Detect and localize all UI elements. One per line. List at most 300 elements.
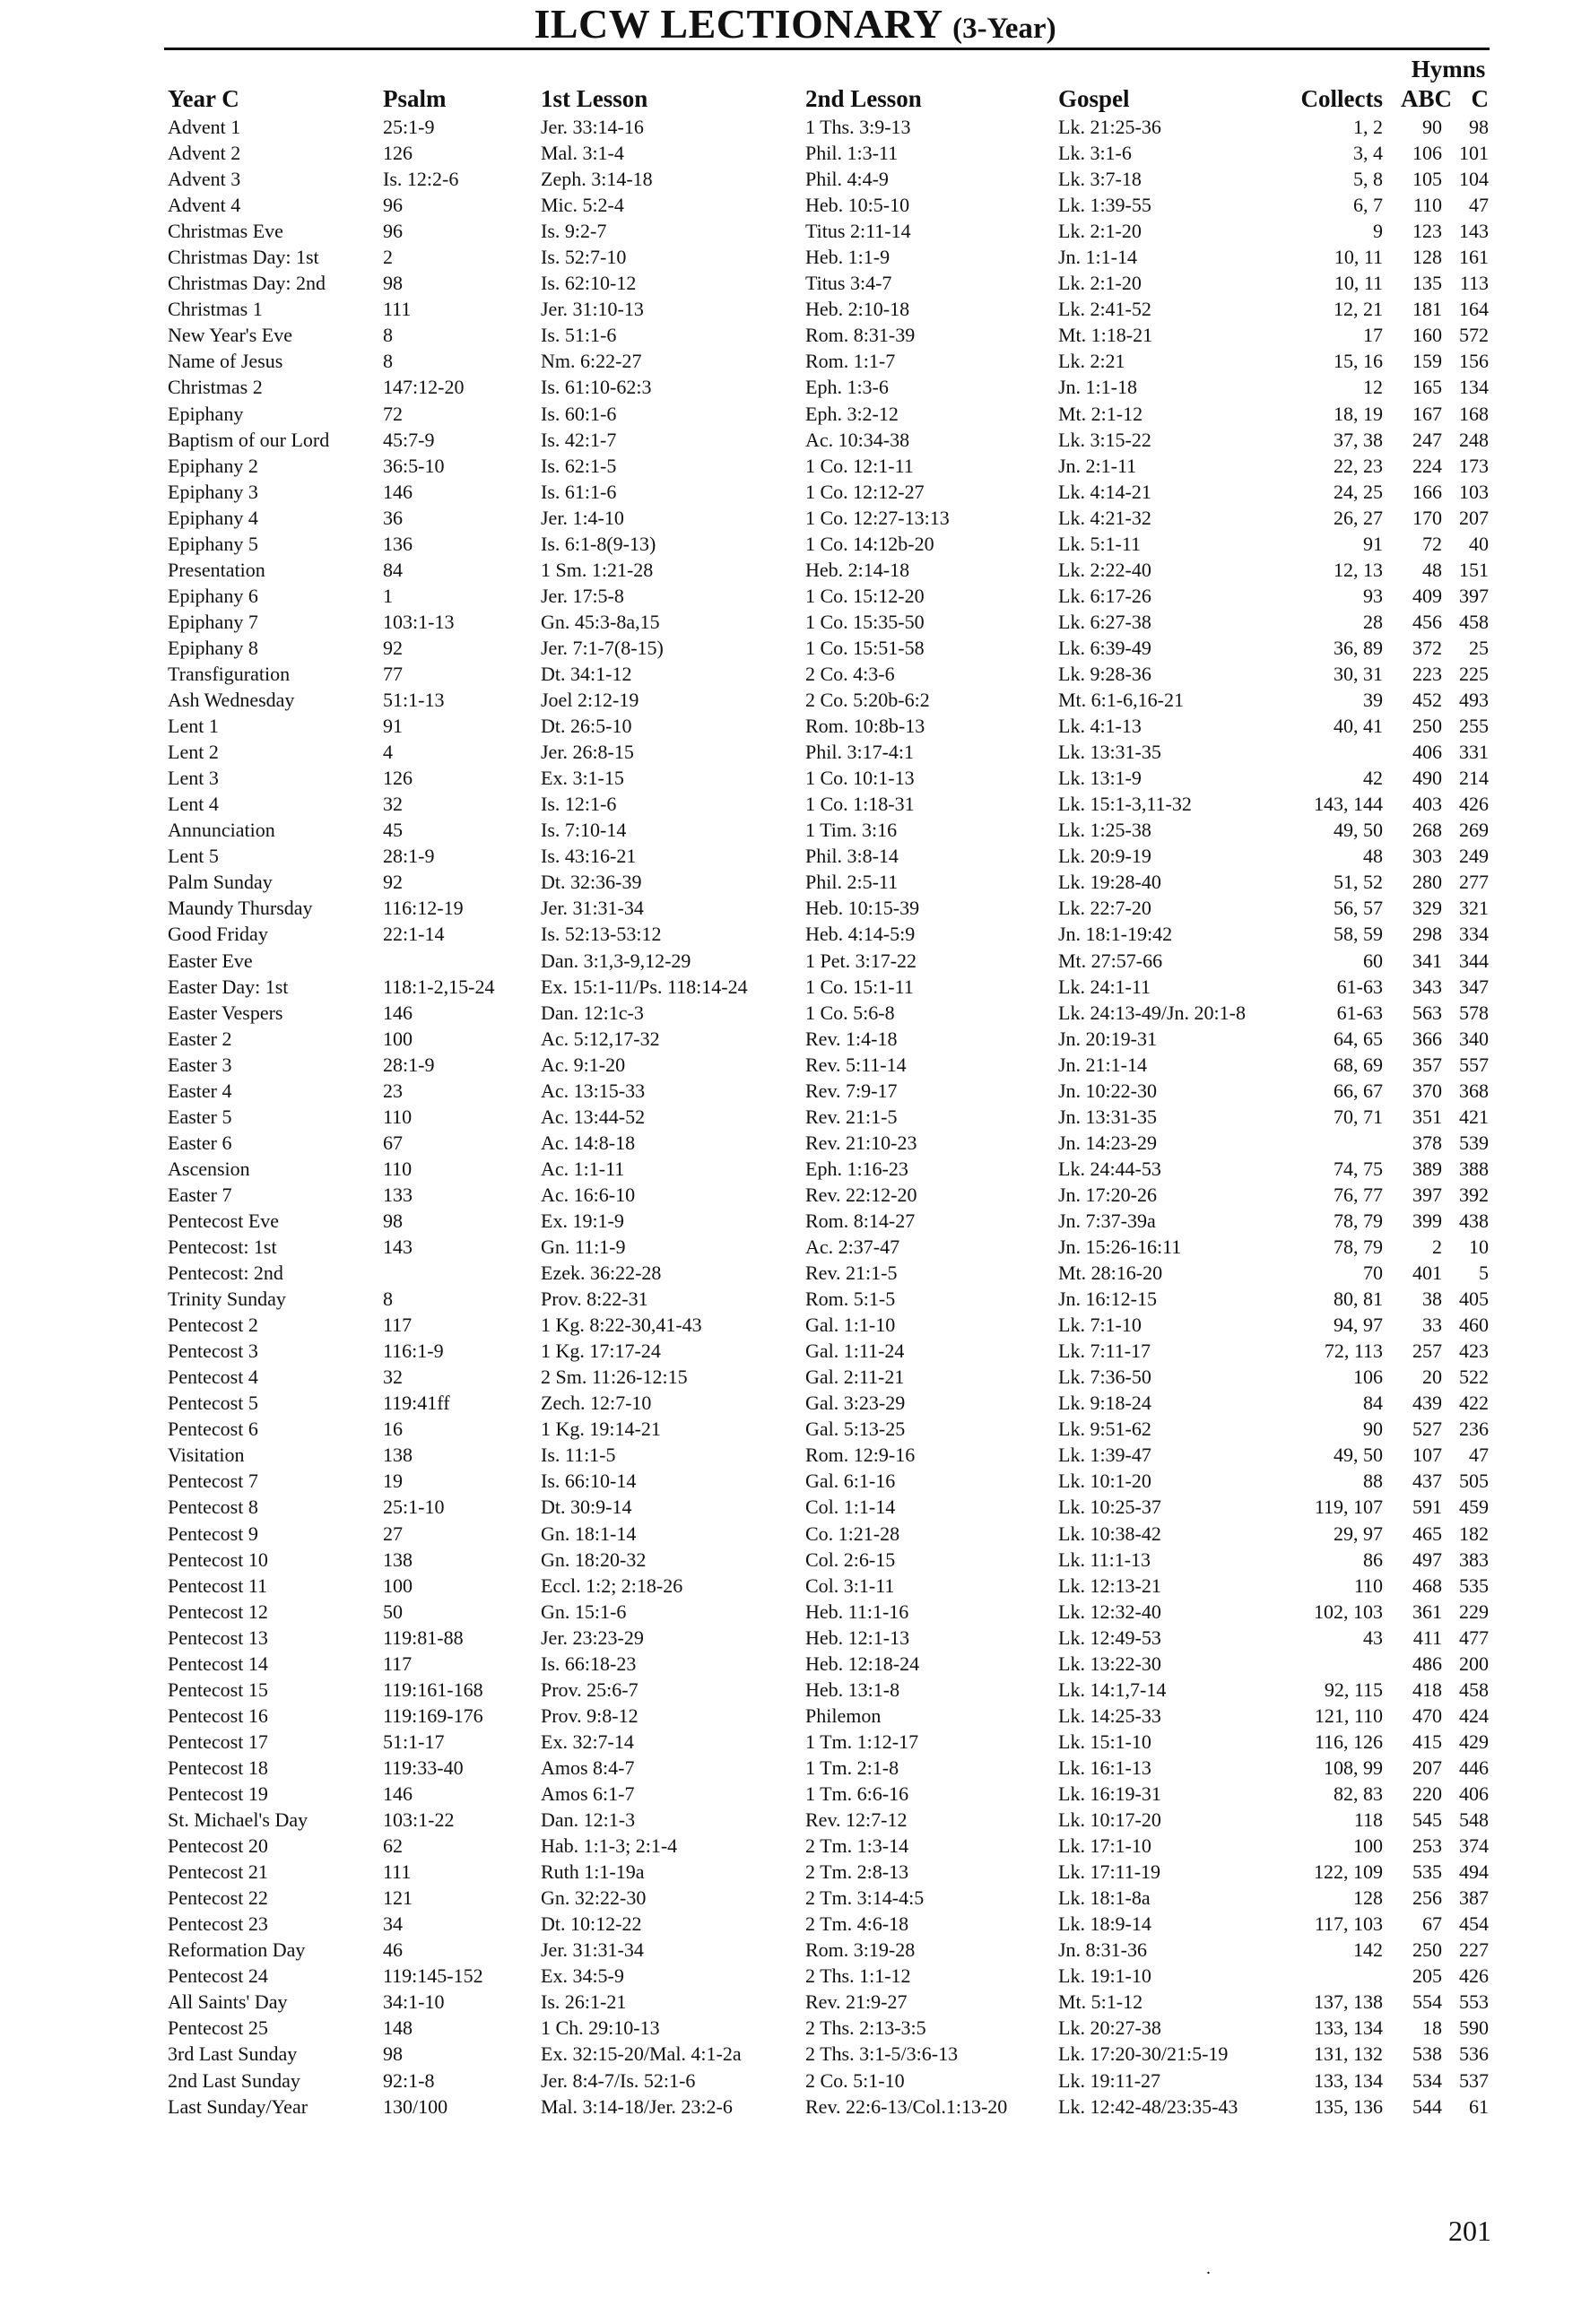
hymn-c-cell: 429 <box>1459 1730 1489 1753</box>
lesson1-cell: Ac. 9:1-20 <box>541 1053 626 1076</box>
day-cell: Christmas 2 <box>168 376 263 399</box>
collects-cell: 40, 41 <box>1334 715 1383 738</box>
table-row <box>0 2041 1590 2067</box>
gospel-cell: Lk. 9:28-36 <box>1058 662 1151 685</box>
collects-cell: 117, 103 <box>1314 1912 1383 1936</box>
lesson2-cell: Rev. 21:1-5 <box>805 1262 898 1285</box>
collects-cell: 128 <box>1353 1886 1383 1910</box>
psalm-cell: 98 <box>383 2042 403 2066</box>
gospel-cell: Lk. 3:1-6 <box>1058 142 1132 165</box>
gospel-cell: Lk. 17:20-30/21:5-19 <box>1058 2042 1229 2066</box>
gospel-cell: Lk. 10:38-42 <box>1058 1522 1161 1545</box>
gospel-cell: Lk. 17:11-19 <box>1058 1860 1161 1884</box>
lesson1-cell: Is. 60:1-6 <box>541 402 617 425</box>
table-row <box>0 869 1590 895</box>
lesson1-cell: Jer. 33:14-16 <box>541 116 644 138</box>
hymn-c-cell: 539 <box>1459 1131 1489 1154</box>
day-cell: Epiphany 6 <box>168 584 258 607</box>
day-cell: Pentecost: 2nd <box>168 1262 283 1285</box>
table-row <box>0 427 1590 453</box>
lesson1-cell: Is. 62:10-12 <box>541 272 637 295</box>
day-cell: Annunciation <box>168 819 275 842</box>
hymn-c-cell: 522 <box>1459 1366 1489 1389</box>
table-row <box>0 583 1590 609</box>
psalm-cell: 28:1-9 <box>383 845 435 868</box>
table-row <box>0 531 1590 557</box>
lesson1-cell: Is. 7:10-14 <box>541 819 627 842</box>
psalm-cell: 119:169-176 <box>383 1704 483 1727</box>
lesson2-cell: 2 Co. 5:20b-6:2 <box>805 689 930 712</box>
lesson1-cell: 1 Ch. 29:10-13 <box>541 2016 660 2040</box>
collects-cell: 28 <box>1363 610 1383 633</box>
lesson2-cell: Rom. 8:31-39 <box>805 324 916 347</box>
gospel-cell: Lk. 16:19-31 <box>1058 1782 1161 1805</box>
collects-cell: 12 <box>1363 376 1383 399</box>
lesson1-cell: Is. 11:1-5 <box>541 1444 616 1467</box>
gospel-cell: Lk. 12:32-40 <box>1058 1600 1161 1623</box>
table-row <box>0 1286 1590 1312</box>
day-cell: Easter 6 <box>168 1131 232 1154</box>
lesson2-cell: 1 Tm. 6:6-16 <box>805 1782 909 1805</box>
hymn-abc-cell: 372 <box>1412 636 1442 659</box>
table-row <box>0 1494 1590 1520</box>
day-cell: Lent 5 <box>168 845 219 868</box>
psalm-cell: 119:161-168 <box>383 1678 483 1701</box>
lesson2-cell: Ac. 10:34-38 <box>805 428 910 451</box>
table-row <box>0 739 1590 765</box>
gospel-cell: Lk. 22:7-20 <box>1058 897 1151 920</box>
lesson2-cell: 2 Ths. 3:1-5/3:6-13 <box>805 2042 959 2066</box>
gospel-cell: Mt. 6:1-6,16-21 <box>1058 689 1184 712</box>
day-cell: Good Friday <box>168 923 268 946</box>
gospel-cell: Lk. 19:11-27 <box>1058 2068 1161 2092</box>
collects-cell: 9 <box>1373 220 1383 243</box>
lesson2-cell: 2 Ths. 1:1-12 <box>805 1964 911 1988</box>
collects-cell: 90 <box>1363 1418 1383 1441</box>
lesson2-cell: 1 Co. 14:12b-20 <box>805 532 934 555</box>
hymn-c-cell: 182 <box>1459 1522 1489 1545</box>
day-cell: Easter 4 <box>168 1079 232 1102</box>
gospel-cell: Mt. 5:1-12 <box>1058 1990 1143 2014</box>
gospel-cell: Lk. 10:1-20 <box>1058 1470 1151 1493</box>
collects-cell: 29, 97 <box>1334 1522 1383 1545</box>
gospel-cell: Lk. 16:1-13 <box>1058 1756 1151 1779</box>
table-row <box>0 401 1590 427</box>
gospel-cell: Lk. 12:13-21 <box>1058 1574 1161 1597</box>
collects-cell: 30, 31 <box>1334 662 1383 685</box>
lesson1-cell: Gn. 45:3-8a,15 <box>541 610 660 633</box>
collects-cell: 133, 134 <box>1314 2068 1383 2092</box>
psalm-cell: 32 <box>383 1366 403 1389</box>
gospel-cell: Jn. 10:22-30 <box>1058 1079 1157 1102</box>
day-cell: 2nd Last Sunday <box>168 2068 300 2092</box>
lesson2-cell: Philemon <box>805 1704 882 1727</box>
table-row <box>0 479 1590 505</box>
lesson1-cell: Dt. 34:1-12 <box>541 662 632 685</box>
collects-cell: 6, 7 <box>1353 194 1383 217</box>
psalm-cell: 25:1-10 <box>383 1496 445 1519</box>
hymn-c-cell: 5 <box>1479 1262 1489 1285</box>
hymn-c-cell: 383 <box>1459 1548 1489 1571</box>
lesson2-cell: Heb. 2:14-18 <box>805 558 910 581</box>
lesson2-cell: 2 Tm. 1:3-14 <box>805 1834 909 1858</box>
table-row <box>0 1364 1590 1390</box>
day-cell: Ash Wednesday <box>168 689 295 712</box>
day-cell: Pentecost 8 <box>168 1496 258 1519</box>
table-row <box>0 1130 1590 1156</box>
table-row <box>0 374 1590 400</box>
psalm-cell: 130/100 <box>383 2094 448 2118</box>
lesson2-cell: Rom. 10:8b-13 <box>805 715 925 738</box>
hymn-abc-cell: 253 <box>1412 1834 1442 1858</box>
gospel-cell: Lk. 24:1-11 <box>1058 975 1151 998</box>
table-row <box>0 1911 1590 1937</box>
table-row <box>0 270 1590 296</box>
hymn-abc-cell: 170 <box>1412 506 1442 529</box>
lesson2-cell: 2 Co. 4:3-6 <box>805 662 895 685</box>
hymn-abc-cell: 220 <box>1412 1782 1442 1805</box>
lesson1-cell: Gn. 32:22-30 <box>541 1886 647 1910</box>
hymn-abc-cell: 465 <box>1412 1522 1442 1545</box>
day-cell: Easter 7 <box>168 1183 232 1206</box>
gospel-cell: Lk. 4:1-13 <box>1058 715 1142 738</box>
hymn-c-cell: 164 <box>1459 298 1489 321</box>
page-number: 201 <box>1448 2215 1491 2247</box>
lesson1-cell: Ex. 32:7-14 <box>541 1730 634 1753</box>
collects-cell: 102, 103 <box>1314 1600 1383 1623</box>
lesson1-cell: Dt. 10:12-22 <box>541 1912 642 1936</box>
gospel-cell: Lk. 3:7-18 <box>1058 168 1142 191</box>
hymn-abc-cell: 106 <box>1412 142 1442 165</box>
gospel-cell: Lk. 15:1-10 <box>1058 1730 1151 1753</box>
hymn-abc-cell: 135 <box>1412 272 1442 295</box>
header-lesson2: 2nd Lesson <box>805 85 922 112</box>
hymn-abc-cell: 107 <box>1412 1444 1442 1467</box>
hymn-c-cell: 113 <box>1459 272 1489 295</box>
lesson2-cell: Heb. 11:1-16 <box>805 1600 909 1623</box>
lesson2-cell: 1 Co. 1:18-31 <box>805 793 915 816</box>
lesson1-cell: 1 Sm. 1:21-28 <box>541 558 654 581</box>
hymn-c-cell: 392 <box>1459 1183 1489 1206</box>
collects-cell: 17 <box>1363 324 1383 347</box>
gospel-cell: Mt. 27:57-66 <box>1058 949 1163 972</box>
lesson2-cell: Phil. 3:8-14 <box>805 845 899 868</box>
collects-cell: 133, 134 <box>1314 2016 1383 2040</box>
day-cell: Pentecost 6 <box>168 1418 258 1441</box>
gospel-cell: Mt. 28:16-20 <box>1058 1262 1163 1285</box>
lesson1-cell: Dt. 30:9-14 <box>541 1496 632 1519</box>
day-cell: Lent 4 <box>168 793 219 816</box>
gospel-cell: Lk. 19:28-40 <box>1058 871 1161 894</box>
table-row <box>0 1468 1590 1494</box>
hymn-c-cell: 454 <box>1459 1912 1489 1936</box>
lesson1-cell: Ac. 13:44-52 <box>541 1105 646 1128</box>
collects-cell: 60 <box>1363 949 1383 972</box>
gospel-cell: Jn. 18:1-19:42 <box>1058 923 1173 946</box>
hymn-c-cell: 494 <box>1459 1860 1489 1884</box>
psalm-cell: 111 <box>383 298 412 321</box>
hymn-abc-cell: 247 <box>1412 428 1442 451</box>
hymn-abc-cell: 389 <box>1412 1157 1442 1180</box>
header-psalm: Psalm <box>383 85 447 112</box>
hymn-abc-cell: 370 <box>1412 1079 1442 1102</box>
lesson2-cell: Rev. 21:9-27 <box>805 1990 908 2014</box>
lesson1-cell: Dan. 12:1-3 <box>541 1808 636 1832</box>
day-cell: Christmas Day: 1st <box>168 246 319 269</box>
lesson1-cell: Jer. 31:31-34 <box>541 1938 644 1962</box>
collects-cell: 1, 2 <box>1353 116 1383 138</box>
hymn-abc-cell: 401 <box>1412 1262 1442 1285</box>
hymn-c-cell: 477 <box>1459 1626 1489 1649</box>
psalm-cell: 8 <box>383 350 393 373</box>
gospel-cell: Lk. 10:25-37 <box>1058 1496 1161 1519</box>
hymn-c-cell: 535 <box>1459 1574 1489 1597</box>
collects-cell: 94, 97 <box>1334 1314 1383 1337</box>
table-row <box>0 1937 1590 1963</box>
table-row <box>0 1521 1590 1547</box>
lesson2-cell: 1 Co. 12:27-13:13 <box>805 506 950 529</box>
collects-cell: 49, 50 <box>1334 1444 1383 1467</box>
lesson1-cell: Mic. 5:2-4 <box>541 194 624 217</box>
lesson1-cell: Ex. 19:1-9 <box>541 1209 624 1232</box>
table-row <box>0 296 1590 322</box>
psalm-cell: 27 <box>383 1522 403 1545</box>
table-row <box>0 1416 1590 1442</box>
psalm-cell: 103:1-13 <box>383 610 455 633</box>
lesson1-cell: Is. 66:18-23 <box>541 1652 637 1675</box>
table-row <box>0 1859 1590 1885</box>
psalm-cell: 117 <box>383 1652 413 1675</box>
gospel-cell: Mt. 2:1-12 <box>1058 402 1143 425</box>
psalm-cell: 45 <box>383 819 403 842</box>
collects-cell: 119, 107 <box>1314 1496 1383 1519</box>
psalm-cell: 91 <box>383 715 403 738</box>
hymn-c-cell: 200 <box>1459 1652 1489 1675</box>
collects-cell: 61-63 <box>1336 1001 1383 1024</box>
table-row <box>0 505 1590 531</box>
table-row <box>0 1026 1590 1052</box>
hymn-c-cell: 10 <box>1469 1236 1489 1259</box>
collects-cell: 91 <box>1363 532 1383 555</box>
gospel-cell: Jn. 1:1-14 <box>1058 246 1137 269</box>
gospel-cell: Lk. 24:13-49/Jn. 20:1-8 <box>1058 1001 1246 1024</box>
table-row <box>0 661 1590 687</box>
psalm-cell: 138 <box>383 1444 413 1467</box>
collects-cell: 56, 57 <box>1334 897 1383 920</box>
day-cell: Reformation Day <box>168 1938 306 1962</box>
table-row <box>0 609 1590 635</box>
hymn-c-cell: 156 <box>1459 350 1489 373</box>
hymn-c-cell: 368 <box>1459 1079 1489 1102</box>
title-main: ILCW LECTIONARY <box>534 1 943 47</box>
psalm-cell: 25:1-9 <box>383 116 435 138</box>
gospel-cell: Lk. 7:1-10 <box>1058 1314 1142 1337</box>
hymn-abc-cell: 403 <box>1412 793 1442 816</box>
day-cell: Baptism of our Lord <box>168 428 330 451</box>
hymn-c-cell: 460 <box>1459 1314 1489 1337</box>
collects-cell: 135, 136 <box>1314 2094 1383 2118</box>
lesson2-cell: Phil. 2:5-11 <box>805 871 899 894</box>
hymn-c-cell: 225 <box>1459 662 1489 685</box>
hymn-c-cell: 344 <box>1459 949 1489 972</box>
day-cell: Christmas Eve <box>168 220 283 243</box>
psalm-cell: 8 <box>383 1288 393 1311</box>
gospel-cell: Lk. 3:15-22 <box>1058 428 1151 451</box>
hymn-abc-cell: 165 <box>1412 376 1442 399</box>
lesson1-cell: Jer. 26:8-15 <box>541 741 634 764</box>
psalm-cell: 98 <box>383 1209 403 1232</box>
psalm-cell: 146 <box>383 1782 413 1805</box>
lesson2-cell: Gal. 6:1-16 <box>805 1470 896 1493</box>
lesson2-cell: Heb. 10:15-39 <box>805 897 920 920</box>
hymn-c-cell: 134 <box>1459 376 1489 399</box>
hymn-abc-cell: 415 <box>1412 1730 1442 1753</box>
psalm-cell: 121 <box>383 1886 413 1910</box>
hymns-header: Hymns <box>1411 56 1486 82</box>
day-cell: Advent 4 <box>168 194 241 217</box>
psalm-cell: 96 <box>383 220 403 243</box>
hymn-c-cell: 227 <box>1459 1938 1489 1962</box>
hymn-c-cell: 423 <box>1459 1340 1489 1363</box>
day-cell: Epiphany 4 <box>168 506 258 529</box>
hymn-abc-cell: 329 <box>1412 897 1442 920</box>
table-row <box>0 1547 1590 1573</box>
table-row <box>0 140 1590 166</box>
psalm-cell: 136 <box>383 532 413 555</box>
day-cell: Pentecost 10 <box>168 1548 268 1571</box>
hymn-abc-cell: 439 <box>1412 1392 1442 1415</box>
psalm-cell: 143 <box>383 1236 413 1259</box>
day-cell: Easter Vespers <box>168 1001 283 1024</box>
day-cell: Pentecost 15 <box>168 1678 268 1701</box>
lesson1-cell: Ac. 13:15-33 <box>541 1079 646 1102</box>
psalm-cell: 110 <box>383 1157 413 1180</box>
lesson1-cell: Ac. 14:8-18 <box>541 1131 636 1154</box>
hymn-abc-cell: 160 <box>1412 324 1442 347</box>
table-row <box>0 1677 1590 1703</box>
lesson1-cell: Amos 6:1-7 <box>541 1782 635 1805</box>
collects-cell: 3, 4 <box>1353 142 1383 165</box>
psalm-cell: 119:41ff <box>383 1392 450 1415</box>
day-cell: Pentecost 4 <box>168 1366 258 1389</box>
hymn-abc-cell: 207 <box>1412 1756 1442 1779</box>
lesson2-cell: Rev. 7:9-17 <box>805 1079 898 1102</box>
lesson2-cell: 1 Co. 12:1-11 <box>805 454 914 477</box>
lectionary-table <box>0 114 1590 2120</box>
lesson2-cell: Ac. 2:37-47 <box>805 1236 900 1259</box>
day-cell: Pentecost 14 <box>168 1652 268 1675</box>
lesson2-cell: Rom. 1:1-7 <box>805 350 896 373</box>
day-cell: Pentecost Eve <box>168 1209 280 1232</box>
collects-cell: 84 <box>1363 1392 1383 1415</box>
psalm-cell: 118:1-2,15-24 <box>383 975 495 998</box>
day-cell: Ascension <box>168 1157 250 1180</box>
lesson1-cell: Is. 61:10-62:3 <box>541 376 652 399</box>
psalm-cell: 100 <box>383 1574 413 1597</box>
lesson2-cell: Col. 1:1-14 <box>805 1496 896 1519</box>
table-row <box>0 453 1590 479</box>
table-row <box>0 2015 1590 2041</box>
lesson1-cell: Gn. 15:1-6 <box>541 1600 627 1623</box>
hymn-abc-cell: 298 <box>1412 923 1442 946</box>
day-cell: Advent 2 <box>168 142 241 165</box>
hymn-abc-cell: 397 <box>1412 1183 1442 1206</box>
lesson1-cell: Is. 9:2-7 <box>541 220 607 243</box>
psalm-cell: 72 <box>383 402 403 425</box>
table-row <box>0 1000 1590 1026</box>
collects-cell: 78, 79 <box>1334 1236 1383 1259</box>
hymn-c-cell: 388 <box>1459 1157 1489 1180</box>
day-cell: Easter 5 <box>168 1105 232 1128</box>
hymn-abc-cell: 303 <box>1412 845 1442 868</box>
hymn-c-cell: 426 <box>1459 793 1489 816</box>
hymn-c-cell: 236 <box>1459 1418 1489 1441</box>
psalm-cell: 133 <box>383 1183 413 1206</box>
hymn-c-cell: 458 <box>1459 1678 1489 1701</box>
psalm-cell: 92 <box>383 636 403 659</box>
gospel-cell: Lk. 1:25-38 <box>1058 819 1151 842</box>
day-cell: Easter 3 <box>168 1053 232 1076</box>
day-cell: Easter Eve <box>168 949 253 972</box>
psalm-cell: 2 <box>383 246 393 269</box>
table-row <box>0 765 1590 791</box>
psalm-cell: 1 <box>383 584 393 607</box>
hymn-c-cell: 422 <box>1459 1392 1489 1415</box>
gospel-cell: Lk. 7:11-17 <box>1058 1340 1151 1363</box>
collects-cell: 12, 13 <box>1334 558 1383 581</box>
table-row <box>0 1755 1590 1781</box>
gospel-cell: Jn. 13:31-35 <box>1058 1105 1157 1128</box>
lesson1-cell: Prov. 9:8-12 <box>541 1704 639 1727</box>
day-cell: Pentecost 21 <box>168 1860 268 1884</box>
hymn-abc-cell: 378 <box>1412 1131 1442 1154</box>
hymn-c-cell: 277 <box>1459 871 1489 894</box>
lesson2-cell: 1 Tm. 2:1-8 <box>805 1756 899 1779</box>
hymn-abc-cell: 538 <box>1412 2042 1442 2066</box>
table-row <box>0 1729 1590 1755</box>
hymn-abc-cell: 38 <box>1422 1288 1442 1311</box>
psalm-cell: 111 <box>383 1860 412 1884</box>
hymn-abc-cell: 545 <box>1412 1808 1442 1832</box>
lesson2-cell: Co. 1:21-28 <box>805 1522 900 1545</box>
lesson1-cell: Is. 6:1-8(9-13) <box>541 532 656 555</box>
table-row <box>0 166 1590 192</box>
psalm-cell: 138 <box>383 1548 413 1571</box>
table-row <box>0 1989 1590 2015</box>
lesson1-cell: Eccl. 1:2; 2:18-26 <box>541 1574 683 1597</box>
lesson1-cell: Ezek. 36:22-28 <box>541 1262 662 1285</box>
hymn-c-cell: 25 <box>1469 636 1489 659</box>
lesson2-cell: Phil. 3:17-4:1 <box>805 741 915 764</box>
table-row <box>0 895 1590 921</box>
gospel-cell: Lk. 9:18-24 <box>1058 1392 1151 1415</box>
table-row <box>0 1573 1590 1599</box>
gospel-cell: Lk. 6:39-49 <box>1058 636 1151 659</box>
lesson1-cell: Jer. 8:4-7/Is. 52:1-6 <box>541 2068 696 2092</box>
collects-cell: 22, 23 <box>1334 454 1383 477</box>
collects-cell: 51, 52 <box>1334 871 1383 894</box>
gospel-cell: Lk. 17:1-10 <box>1058 1834 1151 1858</box>
collects-cell: 70, 71 <box>1334 1105 1383 1128</box>
lesson1-cell: Is. 42:1-7 <box>541 428 617 451</box>
table-row <box>0 713 1590 739</box>
lesson2-cell: Col. 3:1-11 <box>805 1574 895 1597</box>
day-cell: Pentecost 22 <box>168 1886 268 1910</box>
collects-cell: 92, 115 <box>1324 1678 1383 1701</box>
psalm-cell: 126 <box>383 767 413 790</box>
collects-cell: 49, 50 <box>1334 819 1383 842</box>
collects-cell: 12, 21 <box>1334 298 1383 321</box>
